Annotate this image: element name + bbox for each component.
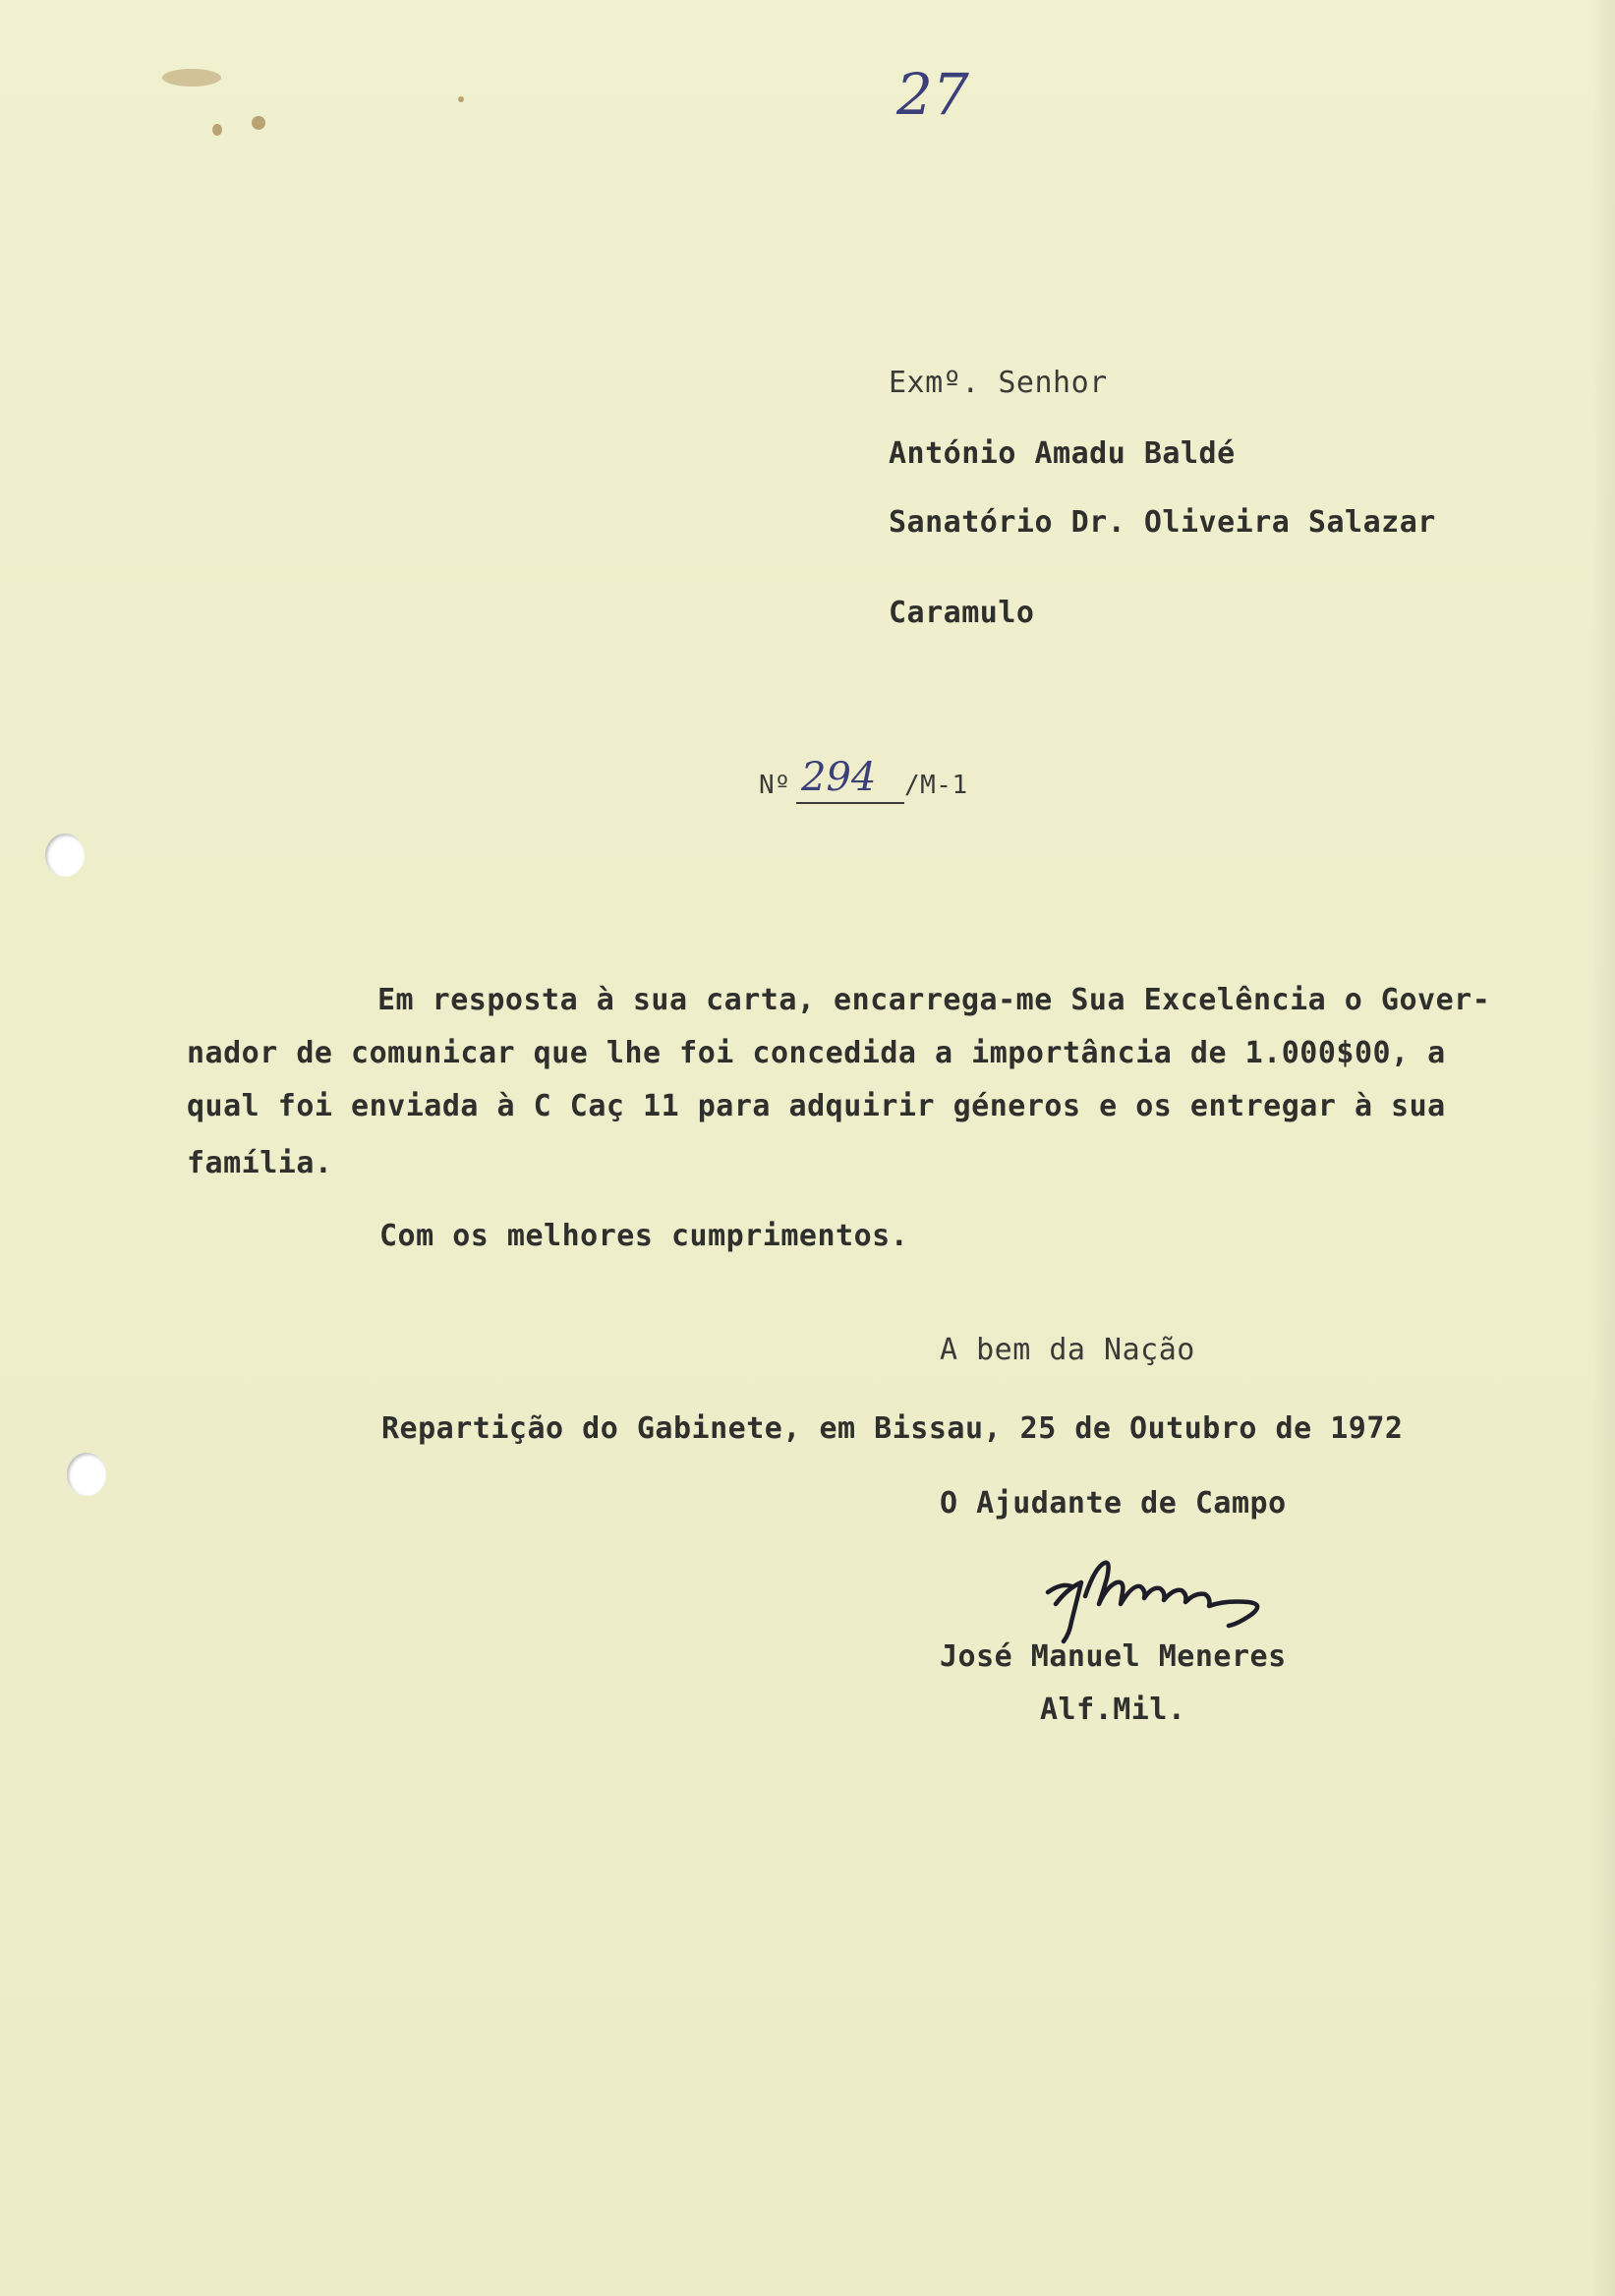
place-and-date: Repartição do Gabinete, em Bissau, 25 de Outubro de 1972 [381,1411,1404,1446]
body-line-4: família. [187,1146,333,1180]
recipient-salutation: Exmº. Senhor [889,366,1108,400]
stain-mark [162,69,221,86]
punch-hole-lower [67,1453,106,1496]
reference-suffix: /M-1 [904,771,968,800]
body-line-2: nador de comunicar que lhe foi concedida a importância de 1.000$00, a [187,1036,1446,1070]
body-line-1: Em resposta à sua carta, encarrega-me Sua Excelência o Gover- [377,983,1491,1017]
page-edge-shadow [1591,0,1615,2296]
stain-mark [458,96,464,102]
stain-mark [212,124,222,136]
stain-mark [252,116,265,130]
body-line-3: qual foi enviada à C Caç 11 para adquirir géneros e os entregar à sua [187,1089,1446,1123]
signatory-role: O Ajudante de Campo [940,1486,1287,1521]
recipient-institution: Sanatório Dr. Oliveira Salazar [889,505,1436,540]
reference-underline [796,802,904,804]
reference-number: 294 [801,755,877,800]
signatory-name: José Manuel Meneres [940,1639,1287,1674]
closing-greeting: Com os melhores cumprimentos. [379,1219,909,1253]
recipient-place: Caramulo [889,596,1035,630]
page-number: 27 [896,61,969,128]
signatory-rank: Alf.Mil. [1040,1693,1186,1727]
reference-prefix: Nº [759,771,791,800]
punch-hole-upper [45,833,85,877]
motto: A bem da Nação [940,1333,1195,1367]
recipient-name: António Amadu Baldé [889,436,1236,471]
